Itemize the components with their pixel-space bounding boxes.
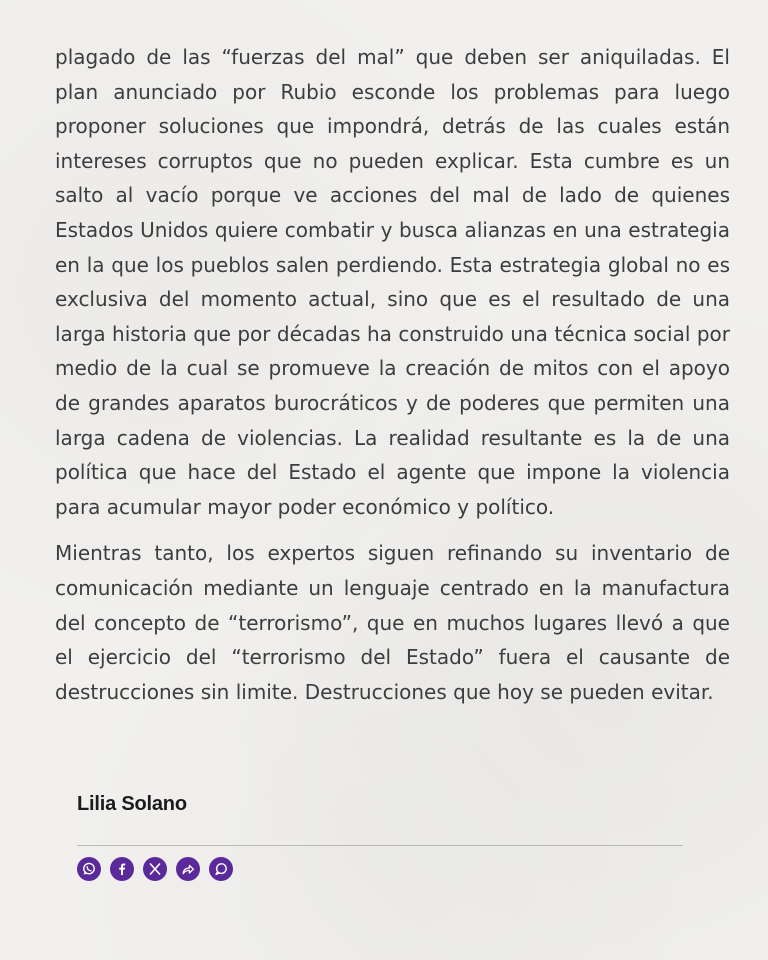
author-name: Lilia Solano [77, 793, 187, 815]
article-paragraph: Mientras tanto, los expertos siguen refinando su inventario de comunicación mediante un lenguaje centrado en la manufactura del concepto de “terrorismo”, que en muchos lugares llevó a que el ejercicio del “terrorismo del Estado” fuera el causante de destrucciones sin limite. Destrucciones que hoy se pueden evitar. [55, 541, 730, 704]
forward-share-button[interactable] [176, 857, 200, 881]
share-icon [180, 861, 196, 877]
article-paragraph: plagado de las “fuerzas del mal” que deben ser aniquiladas. El plan anunciado por Rubio esconde los problemas para luego proponer soluciones que impondrá, detrás de las cuales están intereses corruptos que no pueden explicar. Esta cumbre es un salto al vacío porque ve acciones del mal de lado de quienes Estados Unidos quiere combatir y busca alianzas en una estrategia en la que los pueblos salen perdiendo. Esta estrategia global no es exclusiva del momento actual, sino que es el resultado de una larga historia que por décadas ha construido una técnica social por medio de la cual se promueve la creación de mitos con el apoyo de grandes aparatos burocráticos y de poderes que permiten una larga cadena de violencias. La realidad resultante es la de una política que hace del Estado el agente que impone la violencia para acumular mayor poder económico y político. [55, 45, 730, 519]
article-body [55, 40, 730, 721]
divider [77, 845, 683, 846]
facebook-icon [114, 861, 130, 877]
facebook-share-button[interactable] [110, 857, 134, 881]
comment-icon [213, 861, 229, 877]
x-icon [147, 861, 163, 877]
comment-share-button[interactable] [209, 857, 233, 881]
share-bar [77, 857, 233, 881]
whatsapp-icon [81, 861, 97, 877]
x-share-button[interactable] [143, 857, 167, 881]
whatsapp-share-button[interactable] [77, 857, 101, 881]
